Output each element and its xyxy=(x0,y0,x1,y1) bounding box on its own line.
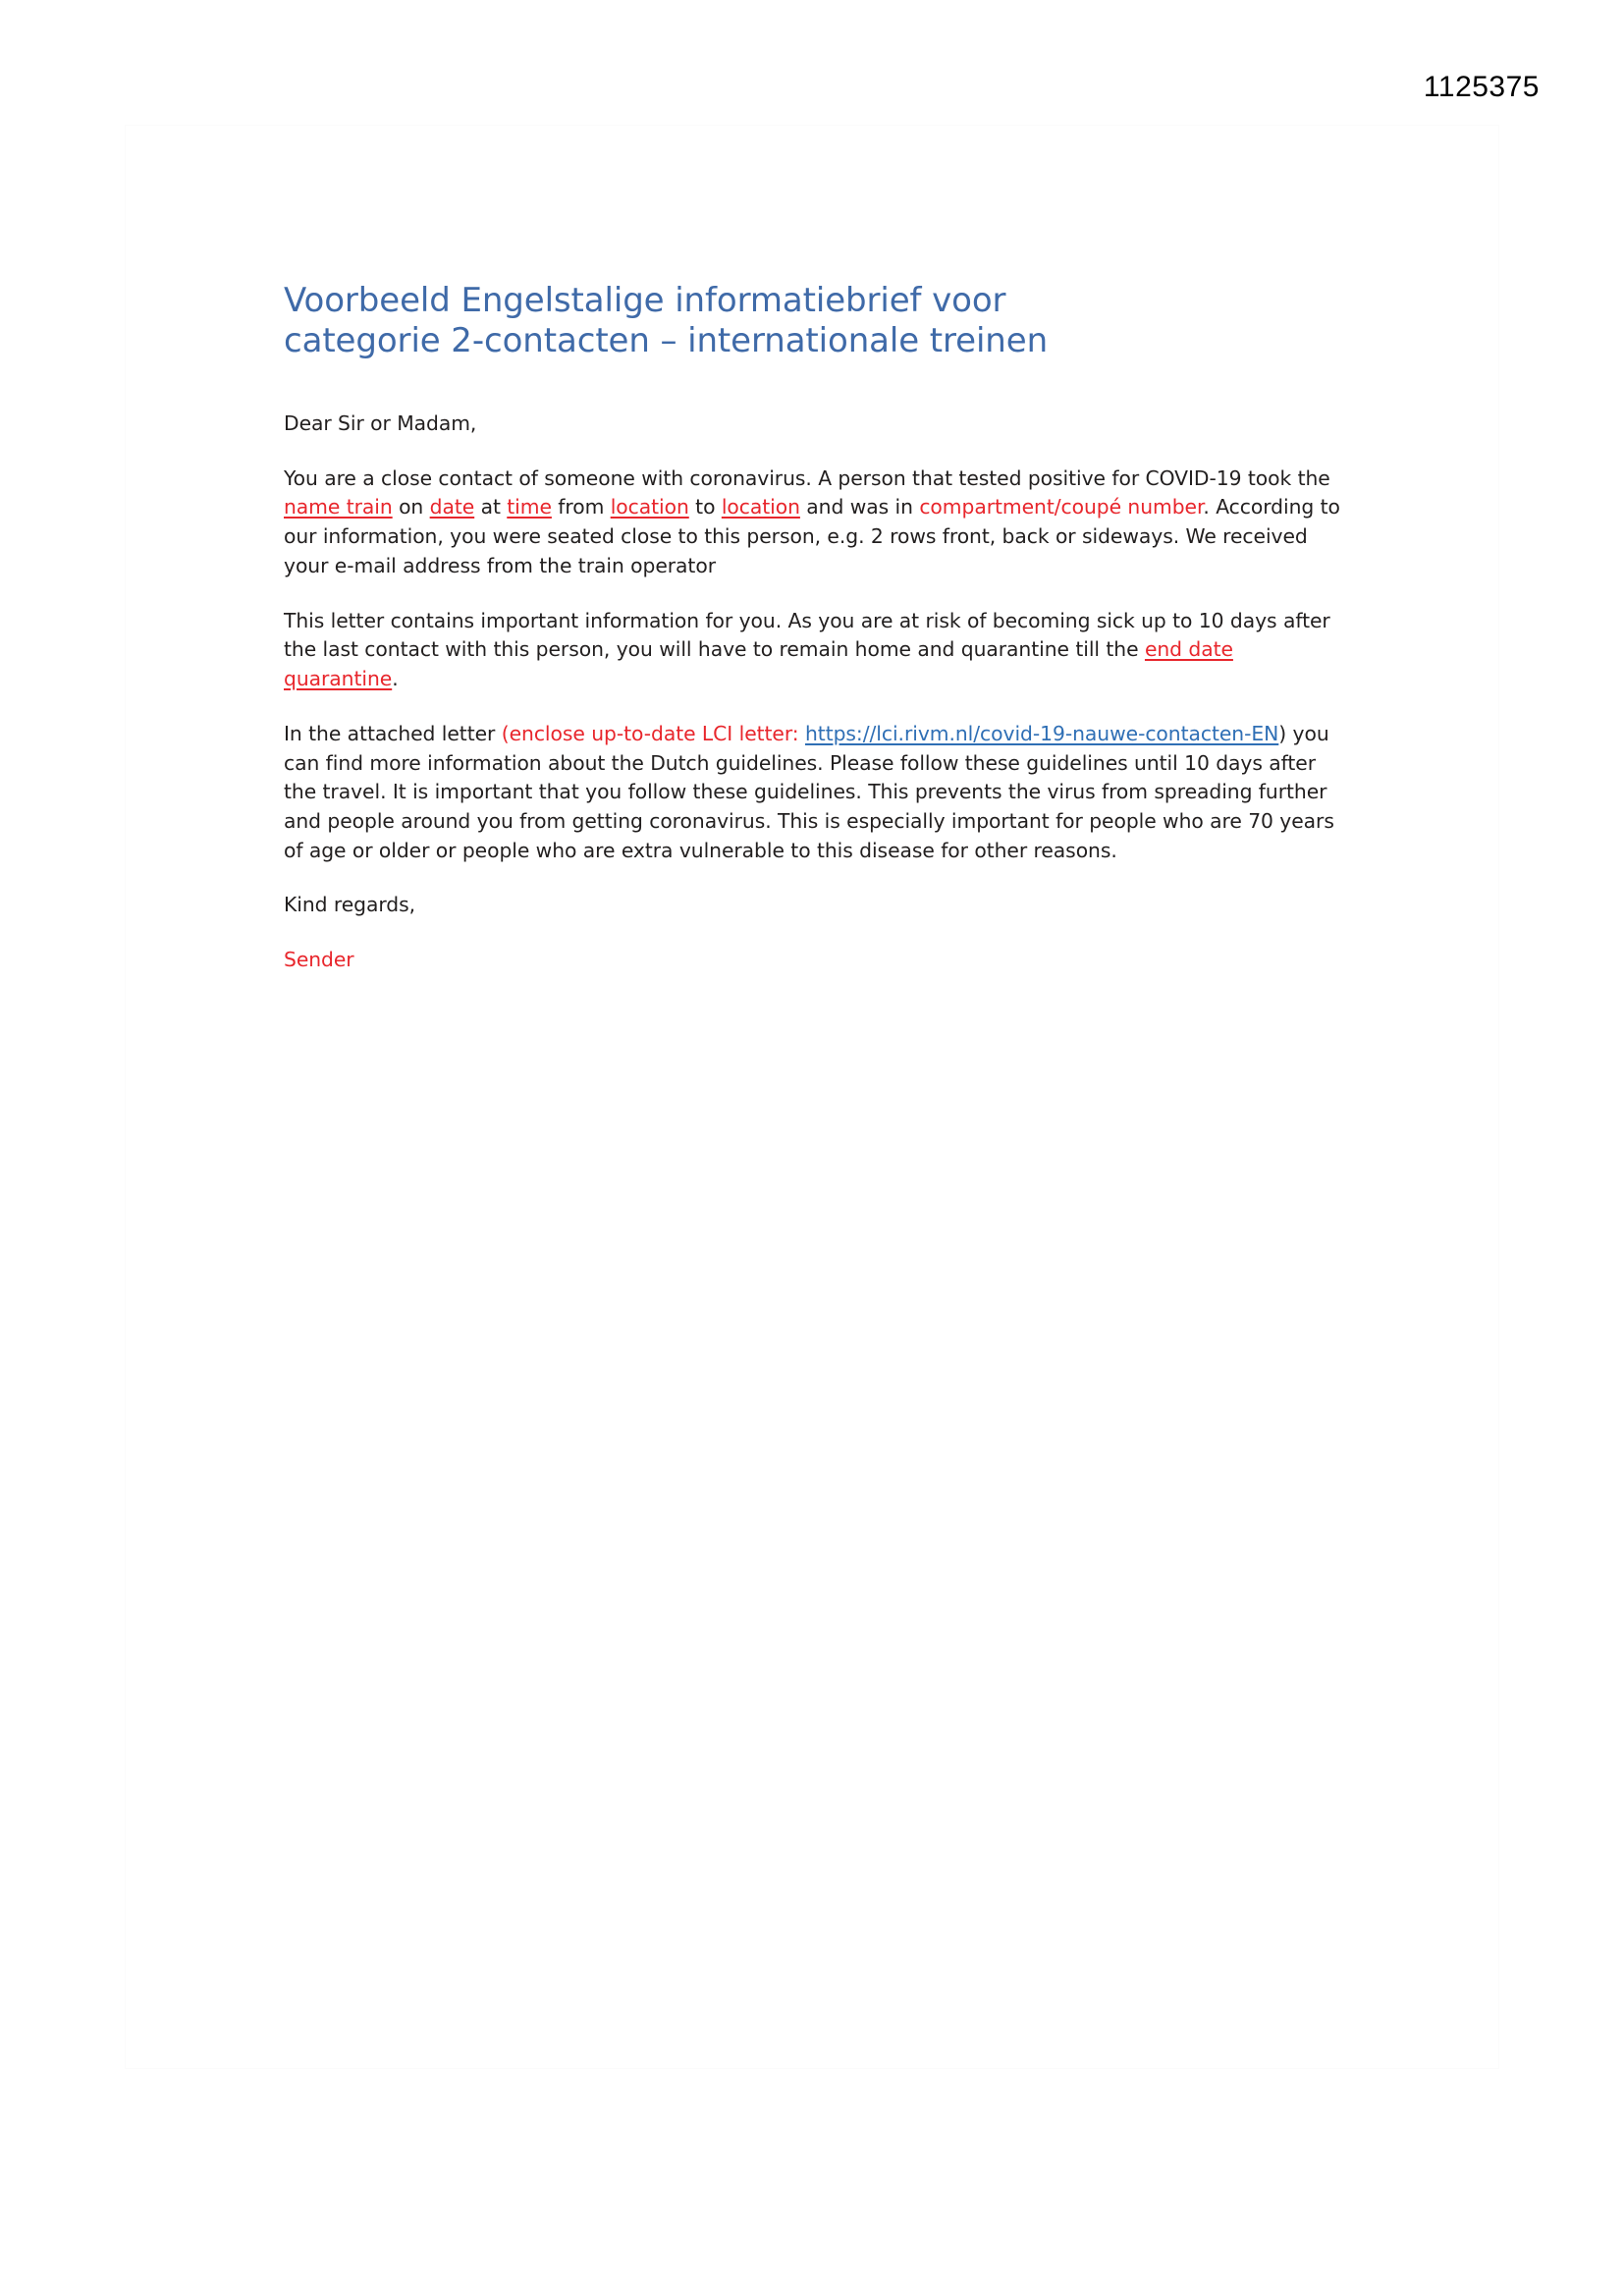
paragraph-3-segment-1: In the attached letter xyxy=(284,721,502,745)
paragraph-3-segment-2: ) you can find more information about the Dutch guidelines. Please follow these guidelines until 10 days after the travel. It is important that you follow these guidelines. This prevents the virus from spreading further and people around you from getting coronavirus. This is especially important for people who are 70 years of age or older or people who are extra vulnerable to this disease for other reasons. xyxy=(284,721,1334,862)
page-title-line-1: Voorbeeld Engelstalige informatiebrief voor xyxy=(284,281,1006,320)
page-title xyxy=(284,281,1266,362)
page-title-line-2: categorie 2-contacten – internationale treinen xyxy=(284,321,1049,361)
salutation xyxy=(284,410,1350,439)
placeholder-sender[interactable]: Sender xyxy=(284,948,354,972)
placeholder-date[interactable]: date xyxy=(429,495,475,519)
paragraph-2-segment-1: This letter contains important information for you. As you are at risk of becoming sick up to 10 days after the last contact with this person, you will have to remain home and quarantine till the xyxy=(284,608,1330,662)
paragraph-2-segment-2: . xyxy=(392,667,399,691)
paragraph-1-segment-2: on xyxy=(392,495,430,519)
placeholder-time[interactable]: time xyxy=(507,495,552,519)
paragraph-1-segment-4: from xyxy=(551,495,611,519)
closing-line xyxy=(284,891,1350,920)
placeholder-end-date-quarantine[interactable]: end date quarantine xyxy=(284,637,1233,691)
lci-guidelines-link[interactable]: https://lci.rivm.nl/covid-19-nauwe-contacten-EN xyxy=(804,721,1279,745)
paragraph-1-segment-7: . According to our information, you were seated close to this person, e.g. 2 rows front, back or sideways. We received your e-mail address from the train operator xyxy=(284,495,1340,577)
placeholder-compartment-number[interactable]: compartment/coupé number xyxy=(919,495,1204,519)
paragraph-1-segment-6: and was in xyxy=(799,495,920,519)
paragraph-1-segment-5: to xyxy=(688,495,722,519)
paragraph-quarantine xyxy=(284,607,1350,694)
closing-text: Kind regards, xyxy=(284,893,416,917)
paragraph-1-segment-3: at xyxy=(474,495,508,519)
paragraph-travel-details xyxy=(284,465,1350,581)
editor-note-enclose-lci: (enclose up-to-date LCI letter: xyxy=(501,721,805,745)
paragraph-1-segment-1: You are a close contact of someone with coronavirus. A person that tested positive for COVID-19 took the xyxy=(284,465,1330,490)
folio-number: 1125375 xyxy=(1423,71,1540,103)
placeholder-name-train[interactable]: name train xyxy=(284,495,393,519)
placeholder-location-to[interactable]: location xyxy=(721,495,800,519)
sender-line xyxy=(284,946,1350,975)
paragraph-attached-letter xyxy=(284,720,1350,866)
placeholder-location-from[interactable]: location xyxy=(610,495,689,519)
salutation-text: Dear Sir or Madam, xyxy=(284,410,477,435)
letter-body xyxy=(284,281,1350,975)
